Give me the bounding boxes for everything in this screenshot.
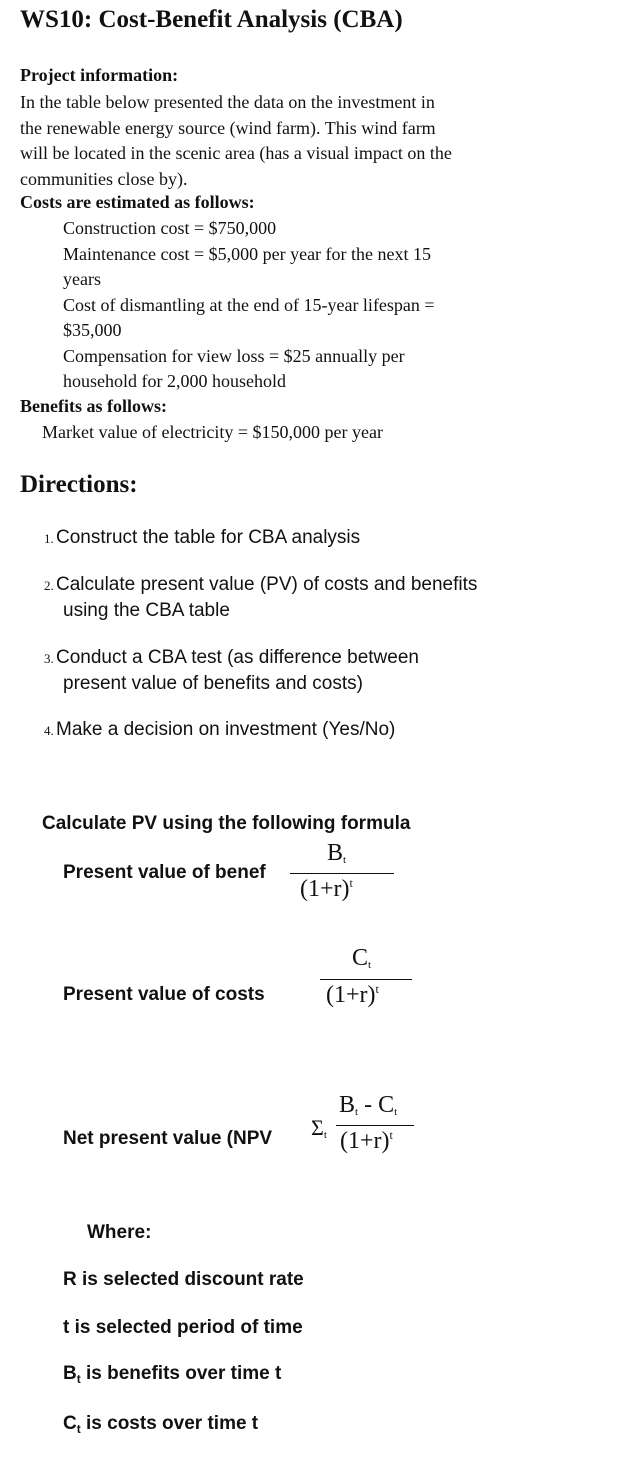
pv-costs-label: Present value of costs [63, 984, 265, 1005]
direction-text: Conduct a CBA test (as difference between [56, 647, 419, 668]
pv-costs-fraction-bar [320, 979, 412, 980]
cost-item-dismantling: Cost of dismantling at the end of 15-year lifespan = [63, 294, 435, 315]
npv-label: Net present value (NPV [63, 1128, 273, 1149]
costs-list [63, 216, 603, 395]
npv-denominator: $(1+r)^t$ [340, 1128, 393, 1154]
pv-benefits-numerator: $B_t$ [327, 840, 347, 866]
direction-number: 4. [44, 723, 54, 738]
where-heading: Where: [87, 1222, 152, 1243]
where-t-line: t is selected period of time [63, 1317, 303, 1338]
direction-number: 2. [44, 578, 54, 593]
benefits-heading: Benefits as follows: [20, 396, 167, 416]
cost-item-construction: Construction cost = $750,000 [63, 218, 277, 238]
direction-item-2 [44, 572, 564, 623]
page-title: WS10: Cost-Benefit Analysis (CBA) [20, 6, 403, 33]
cost-item-maintenance-cont: years [63, 269, 101, 289]
direction-text: Construct the table for CBA analysis [56, 527, 361, 548]
project-line: the renewable energy source (wind farm). This wind farm [20, 117, 436, 138]
pv-benefits-fraction-bar [290, 873, 394, 874]
cost-item-maintenance: Maintenance cost = $5,000 per year for the next 15 [63, 243, 432, 264]
pv-benefits-label: Present value of benef [63, 862, 266, 883]
cost-item-dismantling-cont: $35,000 [63, 320, 122, 340]
direction-number: 3. [44, 651, 54, 666]
pv-benefits-denominator: $(1+r)^t$ [300, 876, 353, 902]
direction-number: 1. [44, 531, 54, 546]
project-line: In the table below presented the data on the investment in [20, 92, 435, 112]
cost-item-compensation-cont: household for 2,000 household [63, 371, 286, 391]
formula-heading: Calculate PV using the following formula [42, 813, 411, 834]
npv-sigma: $\Sigma_t$ [311, 1115, 327, 1141]
project-line: communities close by). [20, 168, 188, 189]
direction-item-4 [44, 717, 564, 743]
direction-text-cont: present value of benefits and costs) [63, 673, 363, 694]
benefits-line: Market value of electricity = $150,000 per year [42, 422, 384, 442]
cost-item-compensation: Compensation for view loss = $25 annually per [63, 345, 405, 366]
direction-item-3 [44, 645, 564, 696]
project-line: will be located in the scenic area (has a visual impact on the [20, 143, 452, 163]
pv-costs-denominator: $(1+r)^t$ [326, 982, 379, 1008]
where-c-line: $C_t$ is costs over time t [63, 1413, 259, 1436]
where-b-line: $B_t$ is benefits over time t [63, 1363, 282, 1386]
direction-text-cont: using the CBA table [63, 600, 230, 621]
directions-heading: Directions: [20, 471, 138, 498]
project-info-text [20, 90, 610, 192]
direction-item-1 [44, 525, 564, 551]
project-info-heading: Project information: [20, 65, 179, 85]
where-r-line: R is selected discount rate [63, 1269, 304, 1290]
costs-heading: Costs are estimated as follows: [20, 192, 255, 212]
direction-text: Make a decision on investment (Yes/No) [56, 719, 396, 740]
npv-fraction-bar [336, 1125, 414, 1126]
pv-costs-numerator: $C_t$ [352, 945, 372, 971]
npv-numerator: $B_t - C_t$ [339, 1092, 398, 1118]
direction-text: Calculate present value (PV) of costs and benefits [56, 574, 478, 595]
